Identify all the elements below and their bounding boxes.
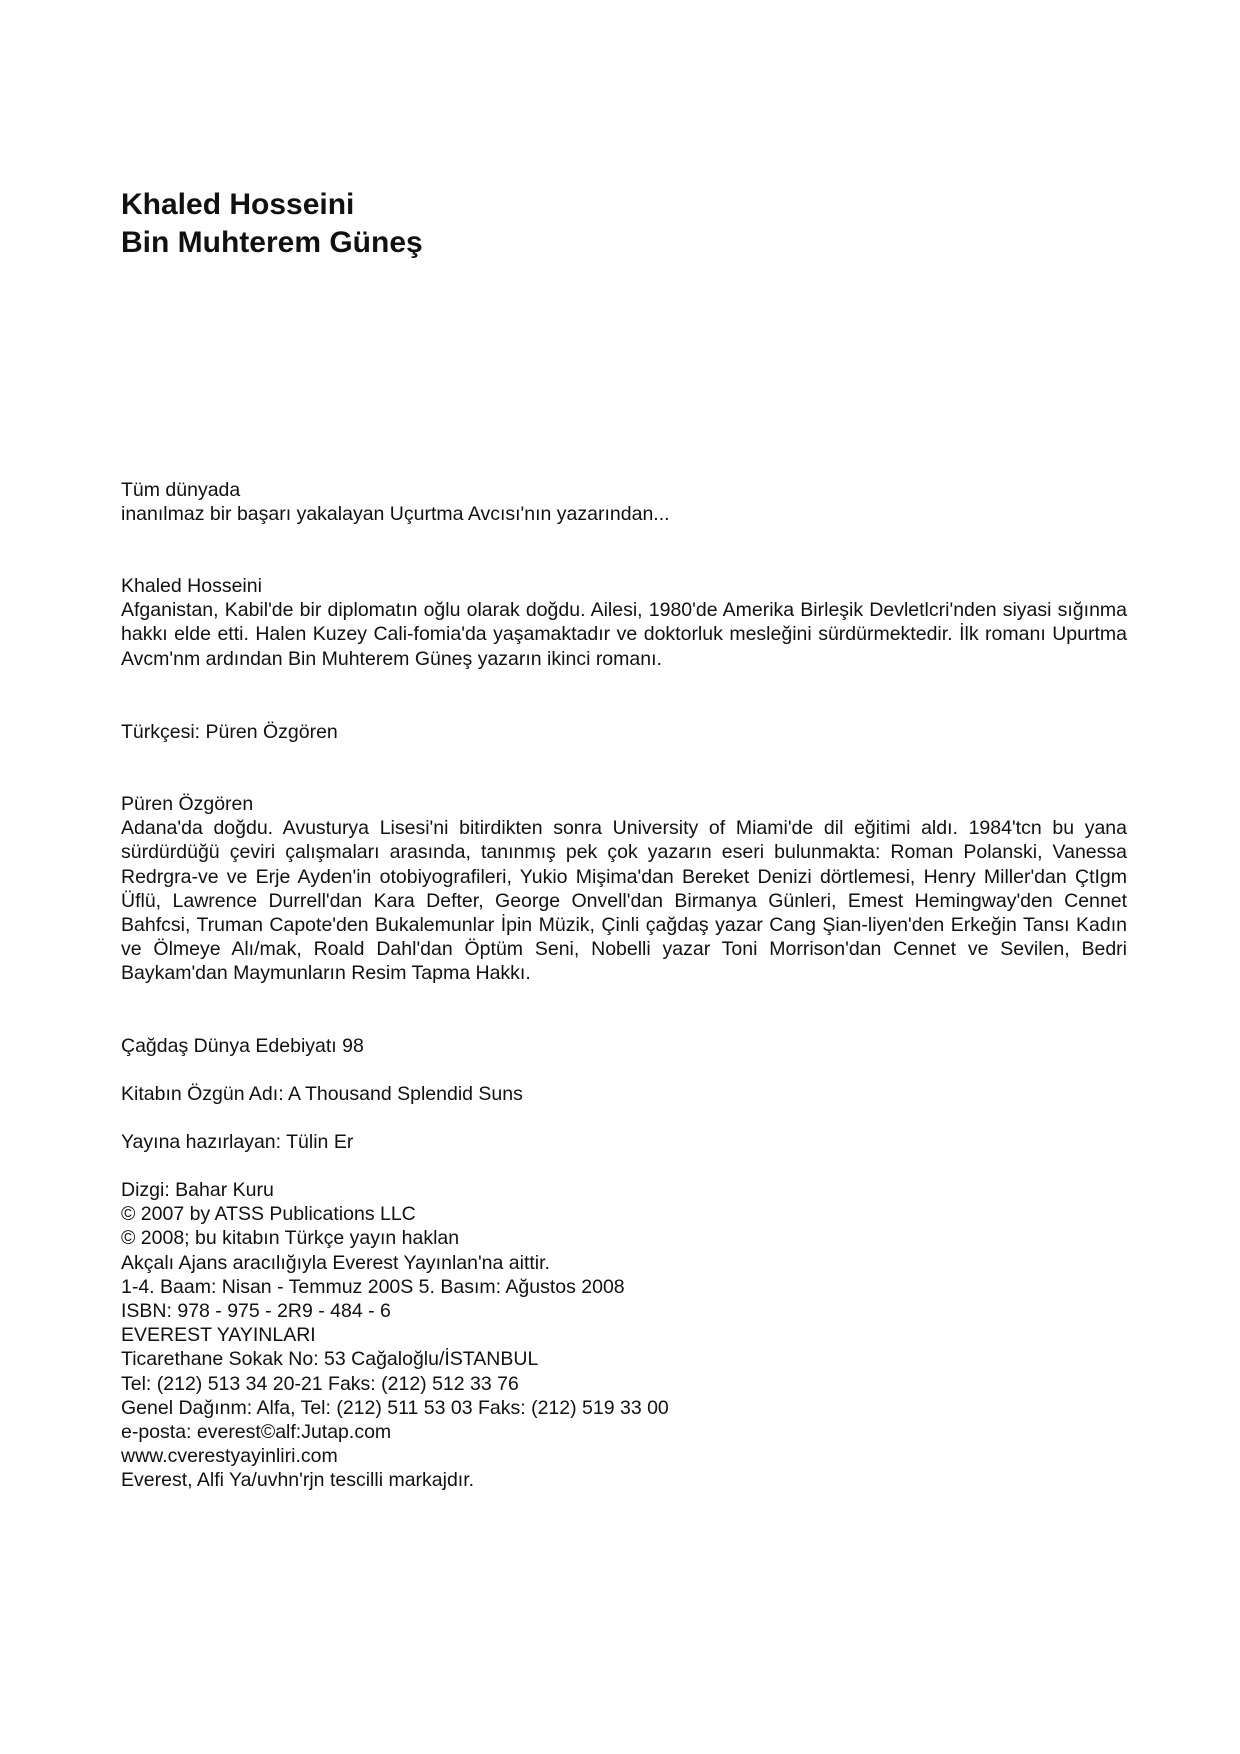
page-title [121, 186, 423, 262]
author-bio-text: Afganistan, Kabil'de bir diplomatın oğlu olarak doğdu. Ailesi, 1980'de Amerika Birleşik Devletlcri'nden siyasi sığınma hakkı elde etti. Halen Kuzey Cali-fomia'da yaşamaktadır ve doktorluk mesleğini sürdürmektedir. İlk romanı Upurtma Avcm'nm ardından Bin Muhterem Güneş yazarın ikinci romanı. [121, 599, 1127, 670]
colophon-line: e-posta: everest©alf:Jutap.com [121, 1421, 392, 1444]
original-title-info [121, 1082, 1127, 1106]
translator-bio [121, 792, 1127, 986]
translator-credit-text: Türkçesi: Püren Özgören [121, 721, 338, 743]
document-page [121, 0, 1127, 1754]
translator-credit [121, 720, 1127, 744]
editor-text: Yayına hazırlayan: Tülin Er [121, 1131, 354, 1153]
tagline-line-1: Tüm dünyada [121, 479, 241, 501]
colophon-line: Genel Dağınm: Alfa, Tel: (212) 511 53 03 Faks: (212) 519 33 00 [121, 1396, 669, 1419]
colophon-line: Ticarethane Sokak No: 53 Cağaloğlu/İSTANBUL [121, 1348, 539, 1371]
editor-info [121, 1130, 1127, 1154]
colophon-line: www.cverestyayinliri.com [121, 1445, 338, 1468]
colophon-line: 1-4. Baam: Nisan - Temmuz 200S 5. Basım: Ağustos 2008 [121, 1275, 625, 1298]
author-bio-name: Khaled Hosseini [121, 575, 262, 597]
colophon-line: Akçalı Ajans aracılığıyla Everest Yayınlan'na aittir. [121, 1251, 550, 1274]
colophon-line: Tel: (212) 513 34 20-21 Faks: (212) 512 33 76 [121, 1372, 519, 1395]
colophon [121, 1178, 1127, 1493]
series-text: Çağdaş Dünya Edebiyatı 98 [121, 1035, 364, 1057]
colophon-line: EVEREST YAYINLARI [121, 1324, 316, 1347]
colophon-line: Everest, Alfi Ya/uvhn'rjn tescilli markajdır. [121, 1469, 475, 1492]
tagline [121, 478, 1127, 526]
translator-bio-name: Püren Özgören [121, 793, 254, 815]
original-title-text: Kitabın Özgün Adı: A Thousand Splendid Suns [121, 1083, 523, 1105]
book-title-heading: Bin Muhterem Güneş [121, 226, 423, 259]
translator-bio-text: Adana'da doğdu. Avusturya Lisesi'ni bitirdikten sonra University of Miami'de dil eğitimi aldı. 1984'tcn bu yana sürdürdüğü çeviri çalışmaları arasında, tanınmış pek çok yazarın eseri bulunmakta: Roman Polanski, Vanessa Redrgra-ve ve Erje Ayden'in otobiyografileri, Yukio Mişima'dan Bereket Denizi dörtlemesi, Henry Miller'dan ÇtIgm Üflü, Lawrence Durrell'dan Kara Defter, George Onvell'dan Birmanya Günleri, Emest Hemingway'den Cennet Bahfcsi, Truman Capote'den Bukalemunlar İpin Müzik, Çinli çağdaş yazar Cang Şian-liyen'den Erkeğin Tansı Kadın ve Ölmeye Alı/mak, Roald Dahl'dan Öptüm Seni, Nobelli yazar Toni Morrison'dan Cennet ve Sevilen, Bedri Baykam'dan Maymunların Resim Tapma Hakkı. [121, 817, 1127, 985]
colophon-line: ISBN: 978 - 975 - 2R9 - 484 - 6 [121, 1300, 391, 1323]
author-bio [121, 574, 1127, 671]
series-info [121, 1034, 1127, 1058]
colophon-line: Dizgi: Bahar Kuru [121, 1179, 274, 1201]
author-name-heading: Khaled Hosseini [121, 188, 355, 221]
colophon-line: © 2008; bu kitabın Türkçe yayın haklan [121, 1227, 460, 1250]
colophon-line: © 2007 by ATSS Publications LLC [121, 1203, 416, 1226]
tagline-line-2: inanılmaz bir başarı yakalayan Uçurtma Avcısı'nın yazarından... [121, 503, 670, 526]
